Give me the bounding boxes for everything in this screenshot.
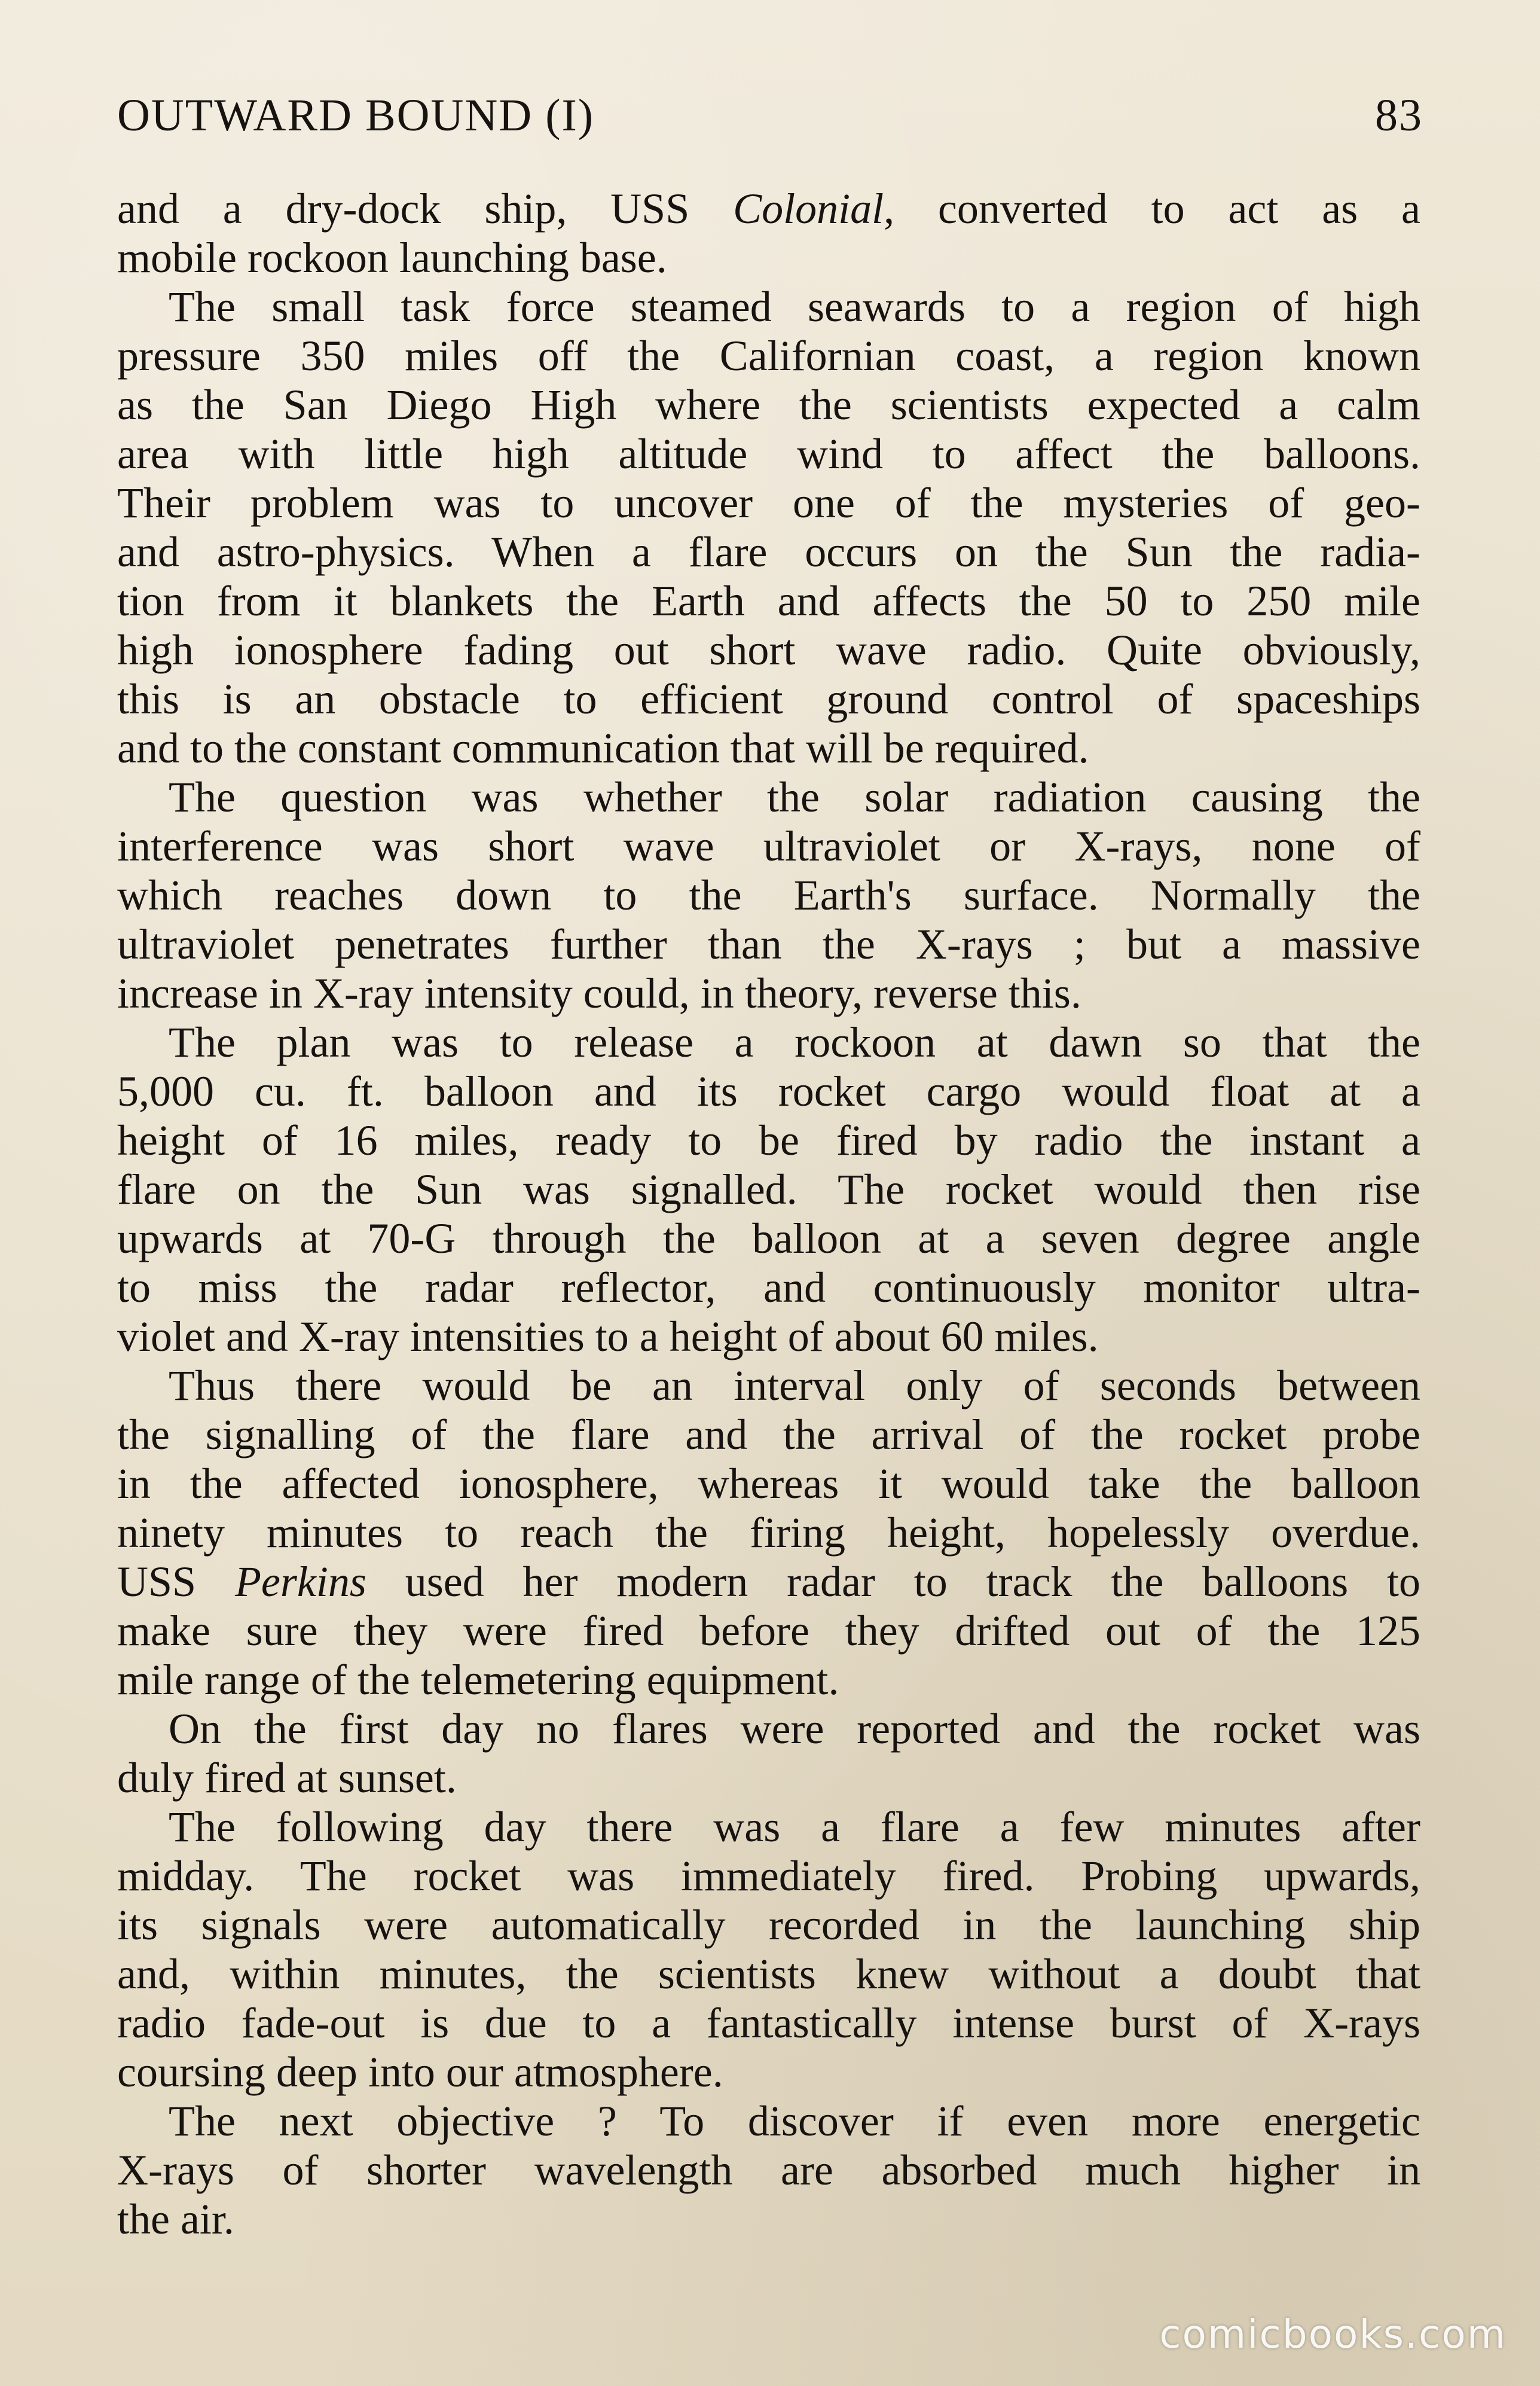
text-line: The small task force steamed seawards to a region of high: [169, 283, 1420, 331]
text-line: the signalling of the flare and the arrival of the rocket probe: [117, 1411, 1420, 1459]
text-line: in the affected ionosphere, whereas it would take the balloon: [117, 1460, 1420, 1508]
text-line: and to the constant communication that will be required.: [117, 724, 1089, 772]
text-line: to miss the radar reflector, and continuously monitor ultra-: [117, 1264, 1420, 1311]
text-line: ultraviolet penetrates further than the X-rays ; but a massive: [117, 920, 1420, 968]
text-line: high ionosphere fading out short wave radio. Quite obviously,: [117, 626, 1420, 674]
text-line: flare on the Sun was signalled. The rocket would then rise: [117, 1165, 1420, 1213]
page-number: 83: [1375, 90, 1423, 141]
text-line: The question was whether the solar radiation causing the: [169, 773, 1420, 821]
text-line: interference was short wave ultraviolet or X-rays, none of: [117, 822, 1420, 870]
text-line: make sure they were fired before they drifted out of the 125: [117, 1607, 1420, 1655]
text-line: and astro-physics. When a flare occurs on the Sun the radia-: [117, 528, 1420, 576]
text-line: mile range of the telemetering equipment.: [117, 1656, 839, 1704]
body-text: [117, 184, 1420, 2244]
text-line: mobile rockoon launching base.: [117, 234, 667, 282]
text-line: duly fired at sunset.: [117, 1754, 457, 1802]
text-line: Thus there would be an interval only of seconds between: [169, 1362, 1420, 1409]
text-line: On the first day no flares were reported and the rocket was: [169, 1705, 1420, 1753]
text-line: height of 16 miles, ready to be fired by radio the instant a: [117, 1116, 1420, 1164]
running-title: OUTWARD BOUND (I): [117, 90, 595, 141]
text-line: violet and X-ray intensities to a height of about 60 miles.: [117, 1313, 1099, 1360]
text-line: the air.: [117, 2195, 234, 2243]
text-line: and a dry-dock ship, USS Colonial, converted to act as a: [117, 185, 1420, 233]
text-line: pressure 350 miles off the Californian coast, a region known: [117, 332, 1420, 380]
text-line: USS Perkins used her modern radar to track the balloons to: [117, 1558, 1420, 1606]
text-line: upwards at 70-G through the balloon at a seven degree angle: [117, 1215, 1420, 1262]
text-line: X-rays of shorter wavelength are absorbed much higher in: [117, 2146, 1420, 2194]
text-line: radio fade-out is due to a fantastically intense burst of X-rays: [117, 1999, 1420, 2047]
text-line: which reaches down to the Earth's surface. Normally the: [117, 871, 1420, 919]
text-line: ninety minutes to reach the firing height, hopelessly overdue.: [117, 1509, 1420, 1557]
text-line: area with little high altitude wind to affect the balloons.: [117, 430, 1420, 478]
text-line: The next objective ? To discover if even more energetic: [169, 2097, 1420, 2145]
text-line: this is an obstacle to efficient ground control of spaceships: [117, 675, 1420, 723]
text-line: 5,000 cu. ft. balloon and its rocket cargo would float at a: [117, 1067, 1420, 1115]
text-line: midday. The rocket was immediately fired. Probing upwards,: [117, 1852, 1420, 1900]
text-line: increase in X-ray intensity could, in theory, reverse this.: [117, 969, 1081, 1017]
text-line: Their problem was to uncover one of the mysteries of geo-: [117, 479, 1420, 527]
text-line: The following day there was a flare a few minutes after: [169, 1803, 1420, 1851]
text-line: coursing deep into our atmosphere.: [117, 2048, 723, 2096]
text-line: The plan was to release a rockoon at dawn so that the: [169, 1018, 1420, 1066]
text-line: as the San Diego High where the scientists expected a calm: [117, 381, 1420, 429]
watermark: comicbooks.com: [1159, 2311, 1507, 2357]
text-line: its signals were automatically recorded in the launching ship: [117, 1901, 1420, 1949]
text-line: and, within minutes, the scientists knew without a doubt that: [117, 1950, 1420, 1998]
text-line: tion from it blankets the Earth and affects the 50 to 250 mile: [117, 577, 1420, 625]
running-header: [117, 83, 1423, 148]
